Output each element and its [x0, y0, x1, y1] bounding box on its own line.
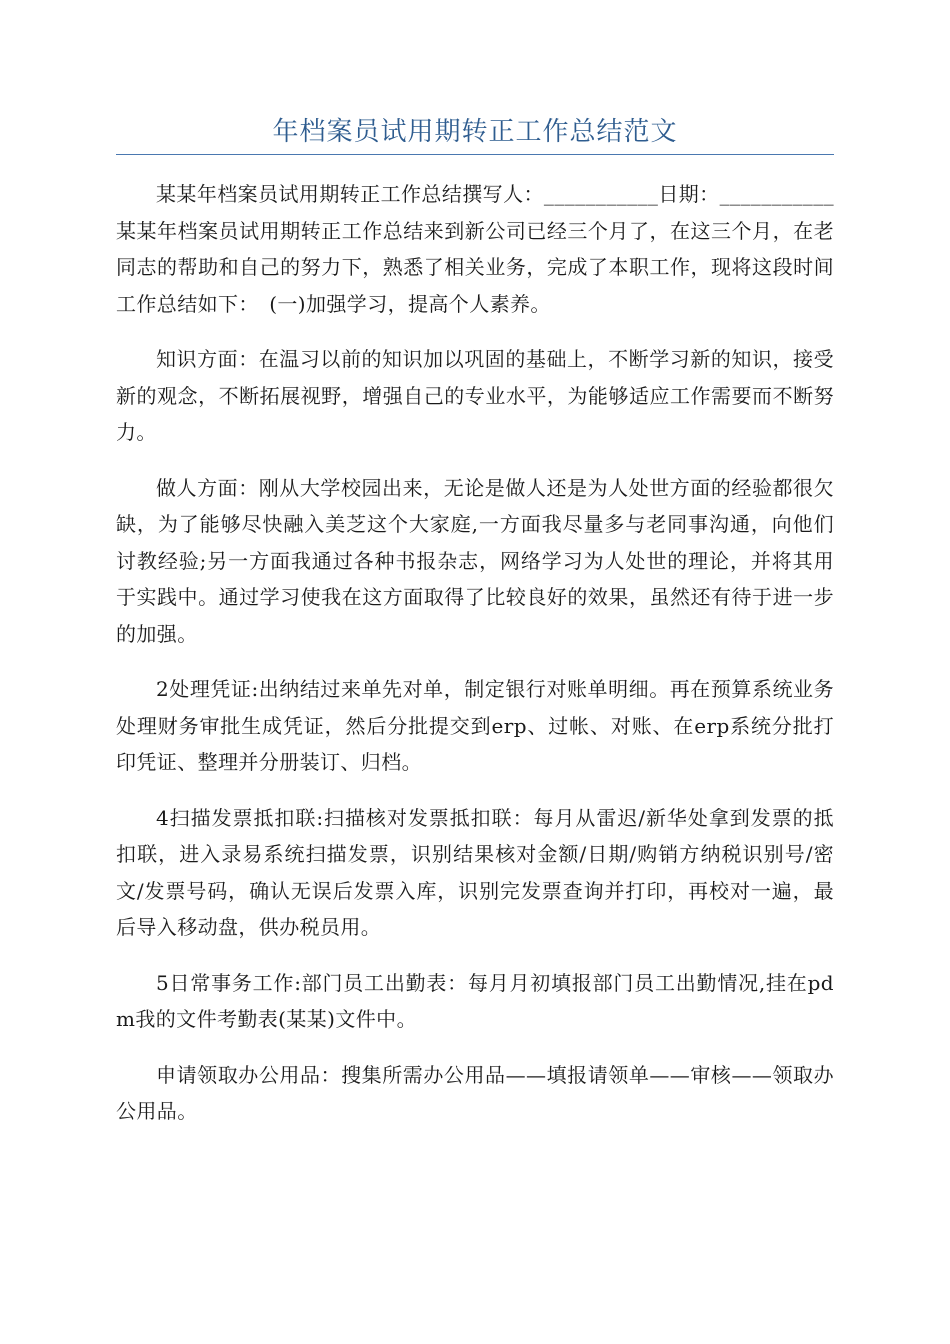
paragraph-intro: 某某年档案员试用期转正工作总结撰写人：___________日期：___________某某年档案员试用期转正工作总结来到新公司已经三个月了，在这三个月，在老同志的帮助和自己的努力下，熟悉了相关业务，完成了本职工作，现将这段时间工作总结如下： (一)加强学习，提高个人素养。: [116, 182, 834, 316]
paragraph-invoice-scan: 4扫描发票抵扣联:扫描核对发票抵扣联：每月从雷迟/新华处拿到发票的抵扣联，进入录易系统扫描发票，识别结果核对金额/日期/购销方纳税识别号/密文/发票号码，确认无误后发票入库，识别完发票查询并打印，再校对一遍，最后导入移动盘，供办税员用。: [116, 805, 834, 939]
title-underline: [116, 154, 834, 155]
paragraph-vouchers: 2处理凭证:出纳结过来单先对单，制定银行对账单明细。再在预算系统业务处理财务审批生成凭证，然后分批提交到erp、过帐、对账、在erp系统分批打印凭证、整理并分册装订、归档。: [116, 677, 834, 774]
document-body: [116, 176, 834, 1149]
document-title: 年档案员试用期转正工作总结范文: [272, 117, 678, 147]
paragraph-knowledge: 知识方面：在温习以前的知识加以巩固的基础上，不断学习新的知识，接受新的观念，不断拓展视野，增强自己的专业水平，为能够适应工作需要而不断努力。: [116, 347, 834, 444]
paragraph-daily-affairs: 5日常事务工作:部门员工出勤表：每月月初填报部门员工出勤情况,挂在pdm我的文件考勤表(某某)文件中。: [116, 970, 834, 1031]
paragraph-conduct: 做人方面：刚从大学校园出来，无论是做人还是为人处世方面的经验都很欠缺，为了能够尽快融入美芝这个大家庭,一方面我尽量多与老同事沟通，向他们讨教经验;另一方面我通过各种书报杂志，网络学习为人处世的理论，并将其用于实践中。通过学习使我在这方面取得了比较良好的效果，虽然还有待于进一步的加强。: [116, 475, 834, 646]
paragraph-office-supplies: 申请领取办公用品：搜集所需办公用品——填报请领单——审核——领取办公用品。: [116, 1062, 834, 1123]
